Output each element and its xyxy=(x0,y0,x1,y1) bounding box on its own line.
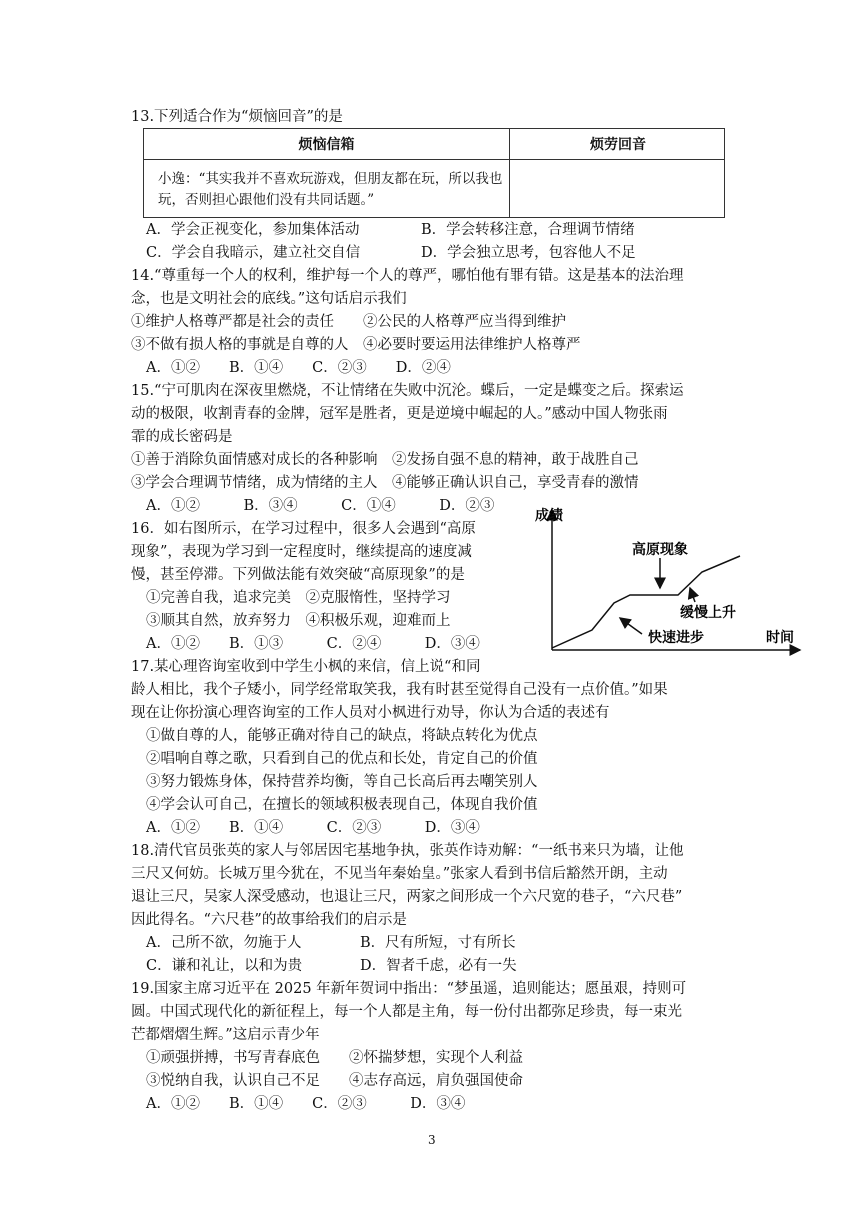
x-axis-label: 时间 xyxy=(766,630,794,646)
worry-table xyxy=(143,128,725,218)
y-axis-label: 成绩 xyxy=(535,508,563,524)
q17-statement-4: ④学会认可自己，在擅长的领域积极表现自己，体现自我价值 xyxy=(146,797,538,813)
q19-line3: 芒都熠熠生辉。”这启示青少年 xyxy=(131,1027,320,1043)
q17-statement-3: ③努力锻炼身体，保持营养均衡，等自己长高后再去嘲笑别人 xyxy=(146,774,538,790)
q19-statements-3-4: ③悦纳自我，认识自己不足 ④志存高远，肩负强国使命 xyxy=(146,1073,523,1089)
plateau-figure xyxy=(530,500,810,660)
q13-option-b: B．学会转移注意，合理调节情绪 xyxy=(421,222,635,238)
q18-option-b: B．尺有所短，寸有所长 xyxy=(360,935,516,951)
q17-line3: 现在让你扮演心理咨询室的工作人员对小枫进行劝导，你认为合适的表述有 xyxy=(131,705,610,721)
q15-line3: 霏的成长密码是 xyxy=(131,429,233,445)
q19-line2: 圆。中国式现代化的新征程上，每一个人都是主角，每一份付出都弥足珍贵，每一束光 xyxy=(131,1004,682,1020)
q14-line2: 念，也是文明社会的底线。”这句话启示我们 xyxy=(131,291,407,307)
q13-option-d: D．学会独立思考，包容他人不足 xyxy=(421,245,636,261)
q16-line1: 16．如右图所示，在学习过程中，很多人会遇到“高原 xyxy=(131,521,476,537)
q15-statements-3-4: ③学会合理调节情绪，成为情绪的主人 ④能够正确认识自己，享受青春的激情 xyxy=(131,475,639,491)
q17-statement-2: ②唱响自尊之歌，只看到自己的优点和长处，肯定自己的价值 xyxy=(146,751,538,767)
q16-line2: 现象”，表现为学习到一定程度时，继续提高的速度减 xyxy=(131,544,472,560)
q13-option-c: C．学会自我暗示，建立社交自信 xyxy=(146,245,361,261)
table-header-reply: 烦劳回音 xyxy=(590,137,646,153)
page-number: 3 xyxy=(428,1133,436,1147)
label-plateau: 高原现象 xyxy=(632,542,688,558)
q16-line3: 慢，甚至停滞。下列做法能有效突破“高原现象”的是 xyxy=(131,567,465,583)
q18-line4: 因此得名。“六尺巷”的故事给我们的启示是 xyxy=(131,912,407,928)
q19-line1: 19.国家主席习近平在 2025 年新年贺词中指出：“梦虽遥，追则能达；愿虽艰，持则可 xyxy=(131,981,687,997)
q18-option-d: D．智者千虑，必有一失 xyxy=(360,958,517,974)
q13-option-a: A．学会正视变化，参加集体活动 xyxy=(146,222,360,238)
q16-statements-3-4: ③顺其自然，放弃努力 ④积极乐观，迎难而上 xyxy=(146,613,451,629)
q19-options: A．①② B．①④ C．②③ D．③④ xyxy=(146,1096,466,1112)
q17-statement-1: ①做自尊的人，能够正确对待自己的缺点，将缺点转化为优点 xyxy=(146,728,538,744)
q15-options: A．①② B．③④ C．①④ D．②③ xyxy=(146,498,495,514)
q16-options: A．①② B．①③ C．②④ D．③④ xyxy=(146,636,480,652)
q18-line1: 18.清代官员张英的家人与邻居因宅基地争执，张英作诗劝解：“一纸书来只为墙，让他 xyxy=(131,843,684,859)
q18-line2: 三尺又何妨。长城万里今犹在，不见当年秦始皇。”张家人看到书信后豁然开朗，主动 xyxy=(131,866,668,882)
q15-statements-1-2: ①善于消除负面情感对成长的各种影响 ②发扬自强不息的精神，敢于战胜自己 xyxy=(131,452,639,468)
q19-statements-1-2: ①顽强拼搏，书写青春底色 ②怀揣梦想，实现个人利益 xyxy=(146,1050,523,1066)
q17-line1: 17.某心理咨询室收到中学生小枫的来信，信上说“和同 xyxy=(131,659,481,675)
table-cell-letter: 小逸：“其实我并不喜欢玩游戏，但朋友都在玩，所以我也玩，否则担心跟他们没有共同话题。” xyxy=(158,171,503,208)
arrow-fast-progress xyxy=(620,618,642,634)
q17-options: A．①② B．①④ C．②③ D．③④ xyxy=(146,820,480,836)
q18-option-c: C．谦和礼让，以和为贵 xyxy=(146,958,303,974)
q14-line1: 14.“尊重每一个人的权利，维护每一个人的尊严，哪怕他有罪有错。这是基本的法治理 xyxy=(131,268,684,284)
q17-line2: 龄人相比，我个子矮小，同学经常取笑我，我有时甚至觉得自己没有一点价值。”如果 xyxy=(131,682,668,698)
label-slow-rise: 缓慢上升 xyxy=(680,605,736,621)
label-fast-progress: 快速进步 xyxy=(648,630,704,646)
table-header-worry-mailbox: 烦恼信箱 xyxy=(298,137,355,153)
q15-line2: 动的极限，收割青春的金牌，冠军是胜者，更是逆境中崛起的人。”感动中国人物张雨 xyxy=(131,406,668,422)
q18-option-a: A．己所不欲，勿施于人 xyxy=(146,935,302,951)
q18-line3: 退让三尺，吴家人深受感动，也退让三尺，两家之间形成一个六尺宽的巷子，“六尺巷” xyxy=(131,889,683,905)
q14-statements-1-2: ①维护人格尊严都是社会的责任 ②公民的人格尊严应当得到维护 xyxy=(131,314,566,330)
q14-statements-3-4: ③不做有损人格的事就是自尊的人 ④必要时要运用法律维护人格尊严 xyxy=(131,337,581,353)
q16-statements-1-2: ①完善自我，追求完美 ②克服惰性，坚持学习 xyxy=(146,590,451,606)
arrow-slow-rise xyxy=(690,588,695,602)
learning-curve xyxy=(552,556,740,648)
q15-line1: 15.“宁可肌肉在深夜里燃烧，不让情绪在失败中沉沦。蝶后，一定是蝶变之后。探索运 xyxy=(131,383,684,399)
q13-stem: 13.下列适合作为“烦恼回音”的是 xyxy=(131,109,343,125)
q14-options: A．①② B．①④ C．②③ D．②④ xyxy=(146,360,451,376)
